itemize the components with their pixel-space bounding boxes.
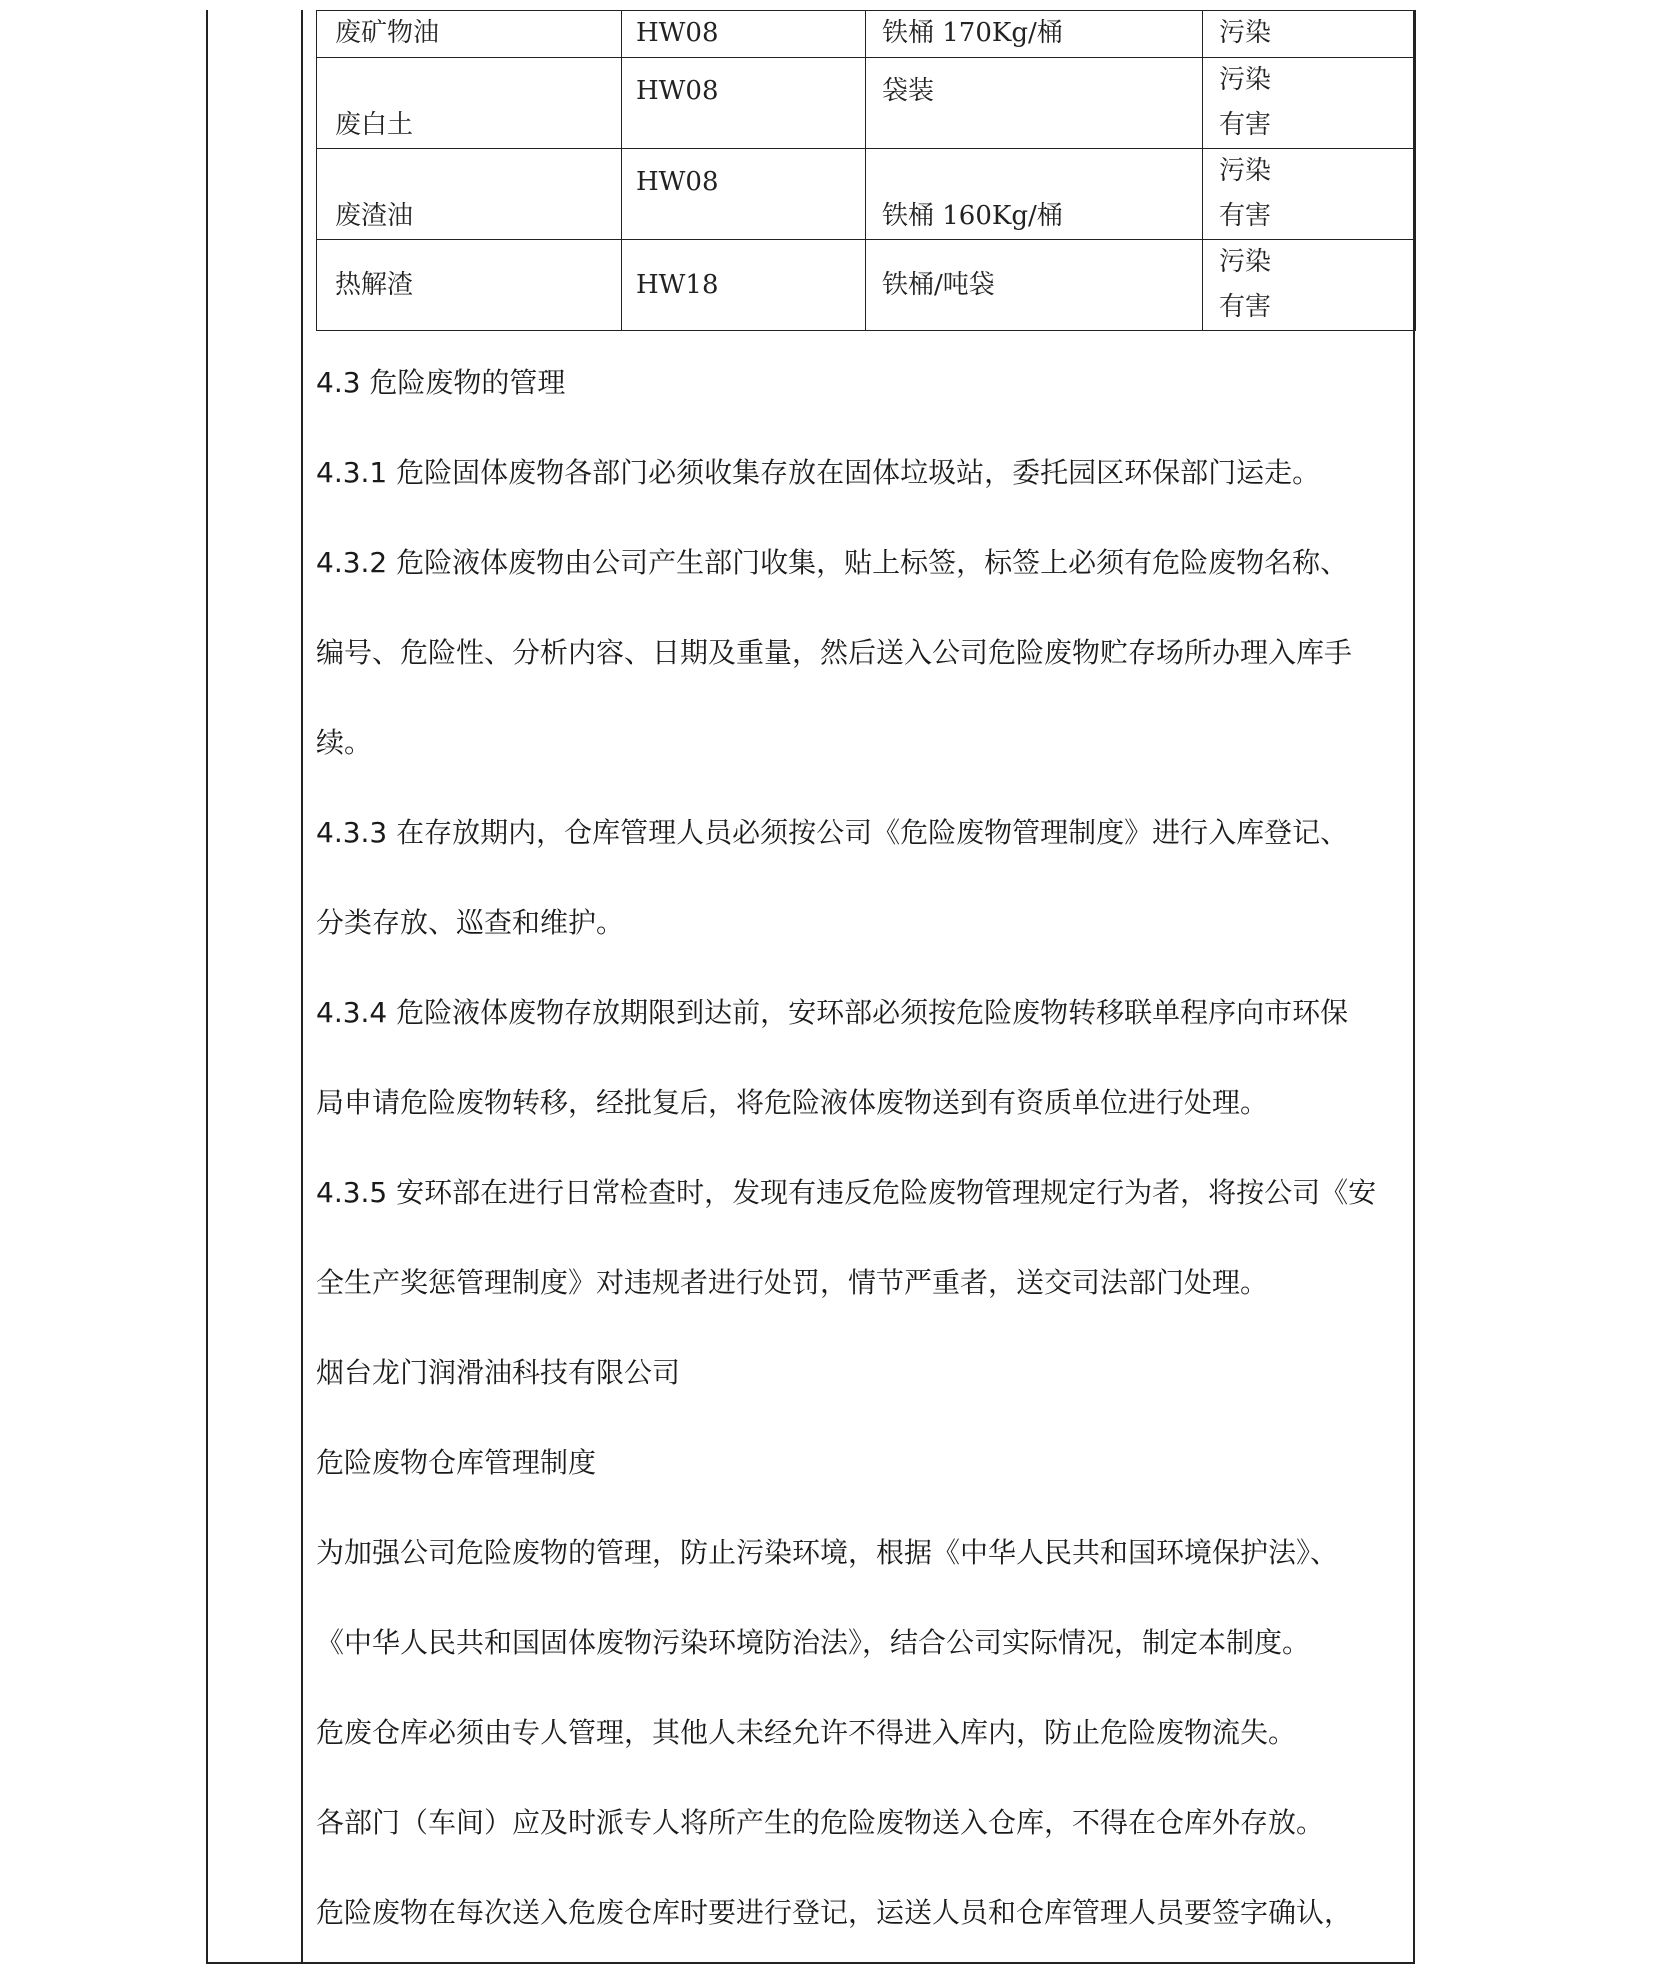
packaging-text: 铁桶/吨袋 bbox=[882, 269, 995, 300]
paragraph-line: 全生产奖惩管理制度》对违规者进行处罚，情节严重者，送交司法部门处理。 bbox=[316, 1266, 1269, 1299]
rule-item: 各部门（车间）应及时派专人将所产生的危险废物送入仓库，不得在仓库外存放。 bbox=[316, 1806, 1325, 1839]
waste-name-text: 废白土 bbox=[335, 110, 414, 140]
waste-code-cell: HW08 bbox=[622, 11, 866, 58]
hazardous-waste-table bbox=[316, 10, 1416, 331]
packaging-cell: 铁桶 170Kg/桶 bbox=[866, 11, 1203, 58]
paragraph-line: 局申请危险废物转移，经批复后，将危险液体废物送到有资质单位进行处理。 bbox=[316, 1086, 1269, 1119]
property-cell bbox=[1203, 240, 1416, 331]
waste-code-cell bbox=[622, 240, 866, 331]
paragraph-line: 《中华人民共和国固体废物污染环境防治法》，结合公司实际情况，制定本制度。 bbox=[316, 1626, 1311, 1659]
table-row bbox=[317, 58, 1416, 149]
paragraph-line: 分类存放、巡查和维护。 bbox=[316, 906, 625, 939]
paragraph-line: 4.3.1 危险固体废物各部门必须收集存放在固体垃圾站，委托园区环保部门运走。 bbox=[316, 456, 1321, 489]
company-name: 烟台龙门润滑油科技有限公司 bbox=[316, 1356, 681, 1389]
packaging-cell bbox=[866, 149, 1203, 240]
waste-name-cell bbox=[317, 240, 622, 331]
waste-code-text: HW08 bbox=[636, 76, 719, 106]
table-row bbox=[317, 11, 1416, 58]
property-line: 有害 bbox=[1219, 110, 1272, 140]
property-line: 污染 bbox=[1219, 65, 1272, 95]
section-heading-4-3: 4.3 危险废物的管理 bbox=[316, 366, 566, 399]
waste-code-text: HW08 bbox=[636, 167, 719, 197]
document-title: 危险废物仓库管理制度 bbox=[316, 1446, 597, 1479]
paragraph-line: 为加强公司危险废物的管理，防止污染环境，根据《中华人民共和国环境保护法》、 bbox=[316, 1536, 1339, 1569]
waste-code-cell bbox=[622, 149, 866, 240]
paragraph-line: 4.3.5 安环部在进行日常检查时，发现有违反危险废物管理规定行为者，将按公司《安 bbox=[316, 1176, 1377, 1209]
property-line: 有害 bbox=[1219, 292, 1272, 322]
waste-name-cell bbox=[317, 149, 622, 240]
waste-code-cell bbox=[622, 58, 866, 149]
waste-name-text: 热解渣 bbox=[335, 269, 414, 300]
packaging-text: 铁桶 160Kg/桶 bbox=[882, 201, 1063, 231]
packaging-cell bbox=[866, 240, 1203, 331]
table-row bbox=[317, 240, 1416, 331]
property-cell bbox=[1203, 58, 1416, 149]
rule-item: 危险废物在每次送入危废仓库时要进行登记，运送人员和仓库管理人员要签字确认， bbox=[316, 1896, 1353, 1929]
table-row bbox=[317, 149, 1416, 240]
paragraph-line: 续。 bbox=[316, 726, 373, 759]
paragraph-line: 4.3.4 危险液体废物存放期限到达前，安环部必须按危险废物转移联单程序向市环保 bbox=[316, 996, 1349, 1029]
waste-name-cell bbox=[317, 58, 622, 149]
paragraph-line: 4.3.2 危险液体废物由公司产生部门收集，贴上标签，标签上必须有危险废物名称、 bbox=[316, 546, 1349, 579]
property-line: 污染 bbox=[1219, 247, 1272, 277]
paragraph-line: 4.3.3 在存放期内，仓库管理人员必须按公司《危险废物管理制度》进行入库登记、 bbox=[316, 816, 1349, 849]
left-column-divider bbox=[301, 10, 303, 1964]
paragraph-line: 编号、危险性、分析内容、日期及重量，然后送入公司危险废物贮存场所办理入库手 bbox=[316, 636, 1353, 669]
rule-item: 危废仓库必须由专人管理，其他人未经允许不得进入库内，防止危险废物流失。 bbox=[316, 1716, 1297, 1749]
property-line: 污染 bbox=[1219, 156, 1272, 186]
property-cell: 污染 bbox=[1203, 11, 1416, 58]
waste-name-cell: 废矿物油 bbox=[317, 11, 622, 58]
packaging-text: 袋装 bbox=[882, 76, 935, 106]
packaging-cell bbox=[866, 58, 1203, 149]
waste-name-text: 废渣油 bbox=[335, 201, 414, 231]
waste-code-text: HW18 bbox=[636, 269, 719, 300]
property-line: 有害 bbox=[1219, 201, 1272, 231]
property-cell bbox=[1203, 149, 1416, 240]
